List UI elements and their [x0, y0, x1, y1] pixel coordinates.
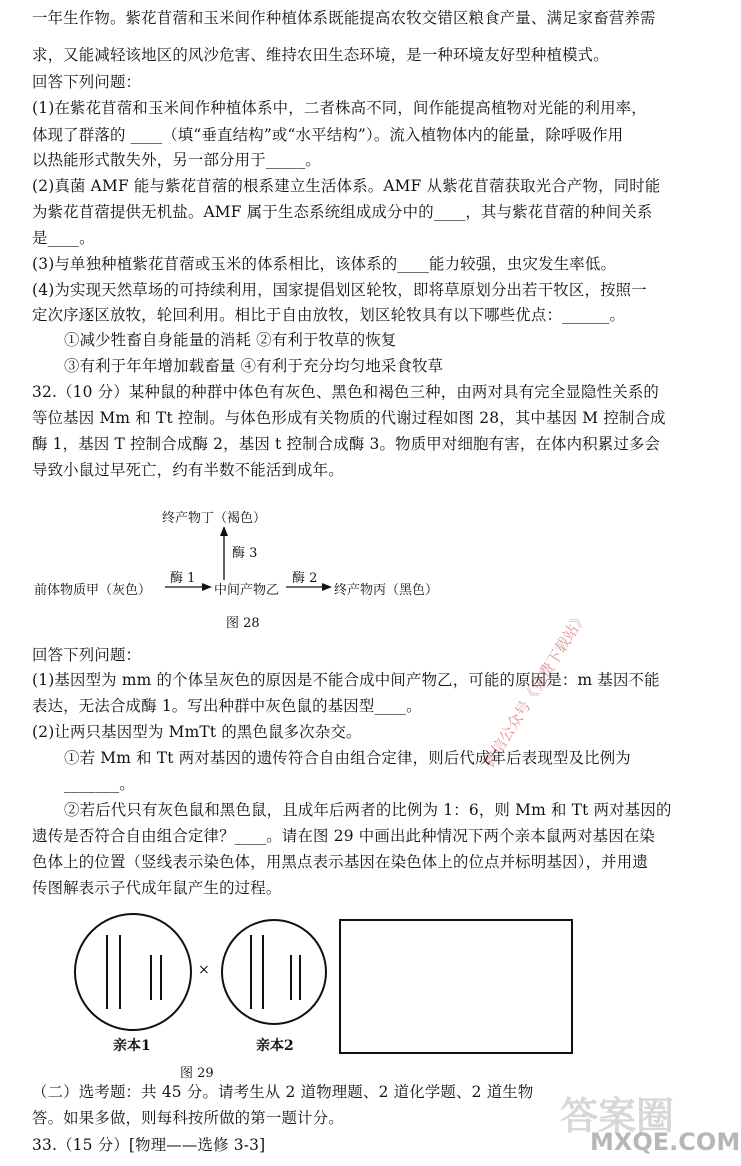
text-line-25: ②若后代只有灰色鼠和黑色鼠，且成年后两者的比例为 1：6，则 Mm 和 Tt 两对基因的 — [64, 801, 672, 819]
text-line-30: 答。如果多做，则每科按所做的第一题计分。 — [32, 1109, 344, 1127]
text-line-17: 酶 1，基因 T 控制合成酶 2，基因 t 控制合成酶 3。物质甲对细胞有害，在体内积累过多会 — [32, 435, 661, 453]
fig28-product-ding: 终产物丁（褐色） — [162, 511, 267, 526]
text-line-13: ①减少牲畜自身能量的消耗 ②有利于牧草的恢复 — [64, 331, 397, 349]
text-line-7: (2)真菌 AMF 能与紫花苜蓿的根系建立生活体系。AMF 从紫花苜蓿获取光合产物，同时能 — [32, 177, 661, 195]
text-line-6: 以热能形式散失外，另一部分用于_____。 — [32, 151, 321, 169]
text-line-23: ①若 Mm 和 Tt 两对基因的遗传符合自由组合定律，则后代成年后表现型及比例为 — [64, 749, 631, 767]
fig28-caption: 图 28 — [226, 616, 260, 631]
text-line-11: (4)为实现天然草场的可持续利用，国家提倡划区轮牧，即将草原划分出若干牧区，按照一 — [32, 281, 647, 299]
text-line-16: 等位基因 Mm 和 Tt 控制。与体色形成有关物质的代谢过程如图 28，其中基因 M 控制合成 — [32, 409, 666, 427]
text-line-12: 定次序逐区放牧，轮回利用。相比于自由放牧，划区轮牧具有以下哪些优点：______。 — [32, 306, 626, 324]
text-line-3: 回答下列问题： — [32, 73, 142, 91]
fig29-cross-sign: × — [198, 962, 210, 978]
text-line-20: (1)基因型为 mm 的个体呈灰色的原因是不能合成中间产物乙，可能的原因是：m 基因不能 — [32, 671, 660, 689]
parent2-cell — [222, 920, 326, 1024]
fig28-precursor-jia: 前体物质甲（灰色） — [34, 583, 152, 598]
text-line-22: (2)让两只基因型为 MmTt 的黑色鼠多次杂交。 — [32, 723, 362, 741]
site-logo: 答案圈 — [560, 1094, 675, 1138]
fig28-product-bing: 终产物丙（黑色） — [334, 583, 439, 598]
text-line-14: ③有利于年年增加载畜量 ④有利于充分均匀地采食牧草 — [64, 357, 444, 375]
text-line-4: (1)在紫花苜蓿和玉米间作种植体系中，二者株高不同，间作能提高植物对光能的利用率， — [32, 99, 647, 117]
text-line-2: 求，又能减轻该地区的风沙危害、维持农田生态环境，是一种环境友好型种植模式。 — [32, 46, 609, 64]
site-logo-url: MXQE.COM — [590, 1128, 741, 1156]
fig28-enzyme-1: 酶 1 — [170, 571, 196, 586]
text-line-26: 遗传是否符合自由组合定律？____。请在图 29 中画出此种情况下两个亲本鼠两对基因在染 — [32, 827, 656, 845]
fig29-parent1-label: 亲本1 — [113, 1038, 151, 1054]
text-line-27: 色体上的位置（竖线表示染色体，用黑点表示基因在染色体上的位点并标明基因），并用遗 — [32, 853, 648, 871]
text-line-15: 32.（10 分）某种鼠的种群中体色有灰色、黑色和褐色三种，由两对具有完全显隐性关系的 — [32, 383, 660, 401]
fig28-enzyme-2: 酶 2 — [292, 571, 318, 586]
fig29-caption: 图 29 — [180, 1066, 214, 1081]
text-line-24: _______。 — [64, 775, 135, 793]
parent1-cell — [75, 914, 191, 1030]
text-line-19: 回答下列问题： — [32, 646, 142, 664]
text-line-21: 表达，无法合成酶 1。写出种群中灰色鼠的基因型____。 — [32, 697, 422, 715]
text-line-5: 体现了群落的 ____（填“垂直结构”或“水平结构”）。流入植物体内的能量，除呼吸作用 — [32, 126, 624, 144]
answer-box — [340, 920, 572, 1053]
text-line-31: 33.（15 分）[物理——选修 3-3] — [32, 1136, 266, 1154]
fig28-intermediate-yi: 中间产物乙 — [214, 583, 280, 598]
fig28-enzyme-3: 酶 3 — [232, 546, 258, 561]
text-line-10: (3)与单独种植紫花苜蓿或玉米的体系相比，该体系的____能力较强，虫灾发生率低。 — [32, 255, 617, 273]
fig29-parent2-label: 亲本2 — [256, 1038, 294, 1054]
text-line-29: （二）选考题：共 45 分。请考生从 2 道物理题、2 道化学题、2 道生物 — [32, 1083, 534, 1101]
watermark-text: 微信公众号《免费下载站》 — [479, 608, 591, 771]
text-line-18: 导致小鼠过早死亡，约有半数不能活到成年。 — [32, 461, 344, 479]
text-line-8: 为紫花苜蓿提供无机盐。AMF 属于生态系统组成成分中的____，其与紫花苜蓿的种间关系 — [32, 203, 653, 221]
text-line-28: 传图解表示子代成年鼠产生的过程。 — [32, 879, 282, 897]
text-line-1: 一年生作物。紫花苜蓿和玉米间作种植体系既能提高农牧交错区粮食产量、满足家畜营养需 — [32, 9, 656, 27]
text-line-9: 是____。 — [32, 229, 95, 247]
